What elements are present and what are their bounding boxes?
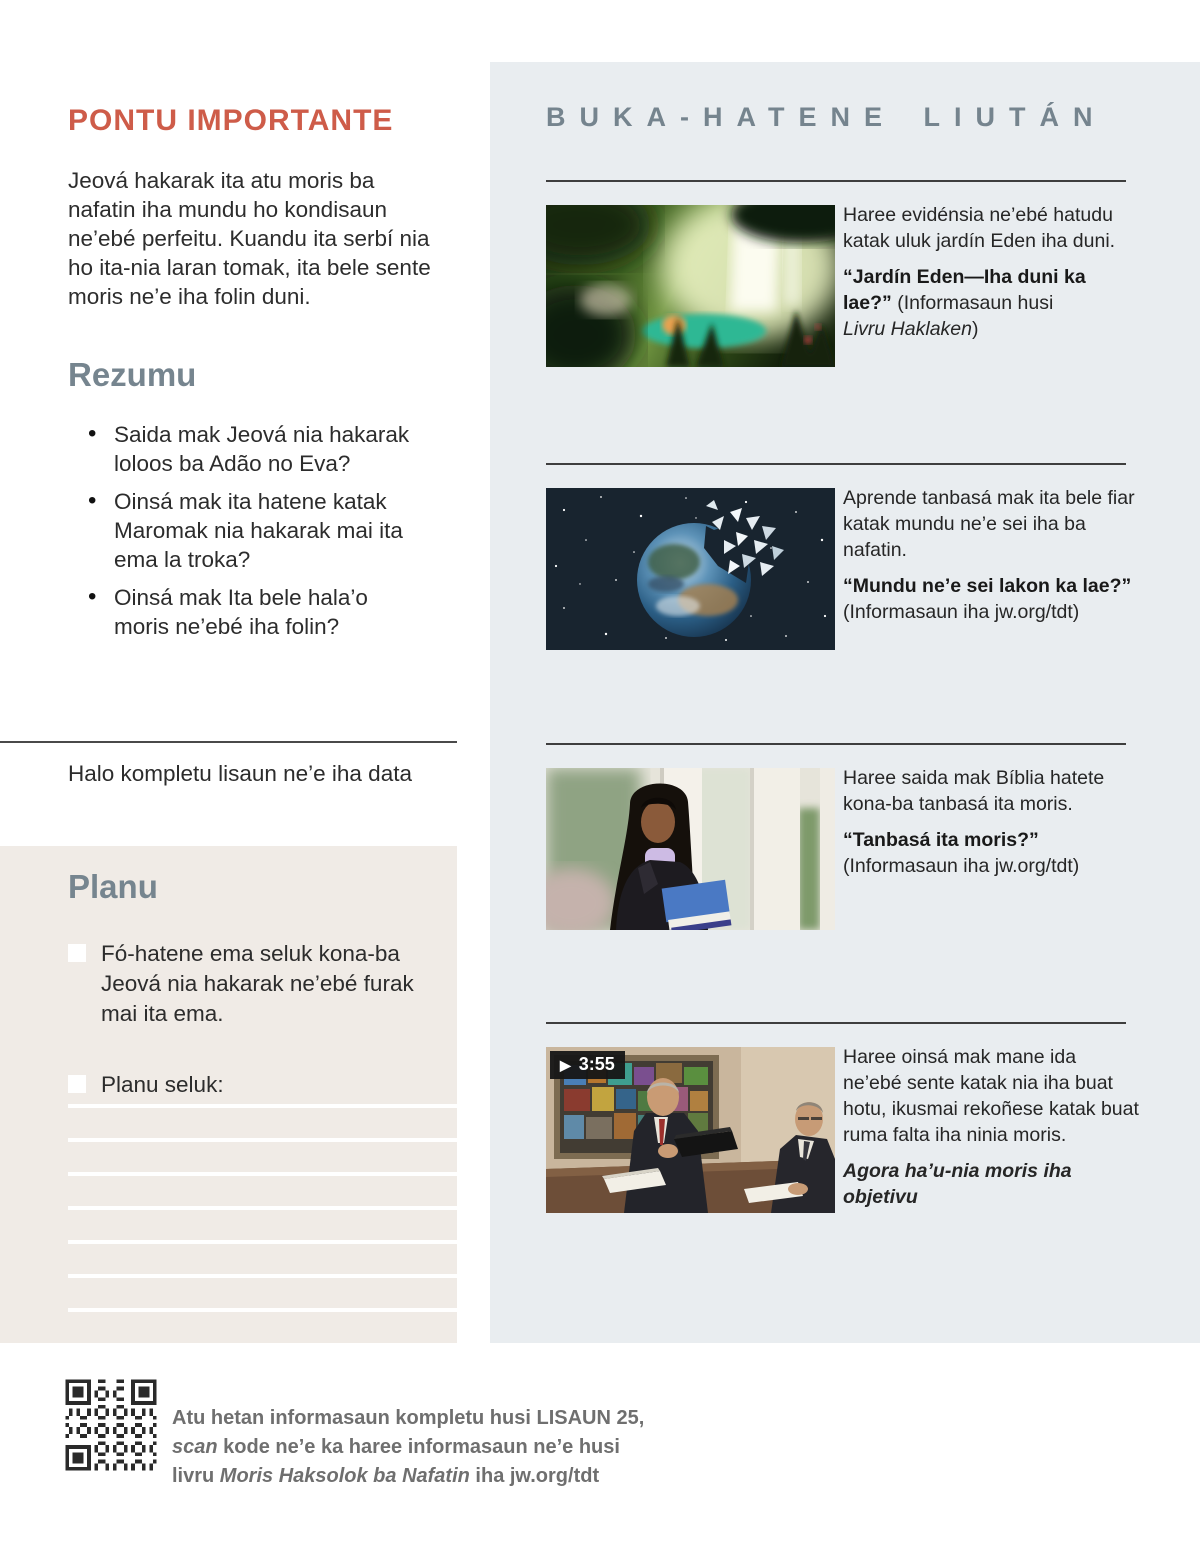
item-description: Aprende tanbasá mak ita bele fiar katak mundu ne’e sei iha ba nafatin. [843, 487, 1135, 561]
buka-hatene-panel [490, 62, 1200, 1343]
planu-task-label: Fó-hatene ema seluk kona-ba Jeová nia hakarak ne’ebé furak mai ita ema. [101, 941, 414, 1026]
intro-paragraph: Jeová hakarak ita atu moris ba nafatin iha mundu ho kondisaun ne’ebé perfeitu. Kuandu ita serbí nia ho ita-nia laran tomak, ita bele sente moris ne’e iha folin duni. [68, 168, 431, 309]
rezumu-bullet: • Oinsá mak Ita bele hala’o moris ne’ebé iha folin? [88, 583, 418, 641]
item-text [843, 1044, 1139, 1220]
checkbox[interactable] [68, 944, 86, 962]
item-text [843, 485, 1139, 635]
writing-line [68, 1138, 457, 1142]
rezumu-list [88, 420, 418, 650]
planu-task [68, 939, 428, 1029]
item-divider [546, 1022, 1126, 1024]
video-duration: 3:55 [578, 1054, 615, 1074]
qr-caption: Atu hetan informasaun kompletu husi LISAUN 25, scan kode ne’e ka haree informasaun ne’e husi livru Moris Haksolok ba Nafatin iha jw.org/tdt [172, 1407, 645, 1487]
photo-garden-of-eden [546, 205, 835, 367]
item-divider [546, 180, 1126, 182]
planu-heading: Planu [68, 868, 158, 905]
rezumu-heading: Rezumu [68, 356, 197, 393]
play-icon: ▶ [560, 1056, 571, 1073]
planu-task-label: Planu seluk: [101, 1072, 224, 1097]
writing-line [68, 1104, 457, 1108]
left-divider [0, 741, 457, 743]
item-reference: “Jardín Eden—Iha duni ka lae?” (Informasaun husi Livru Haklaken) [843, 266, 1086, 340]
video-duration-badge [550, 1051, 625, 1079]
page-title: PONTU IMPORTANTE [68, 104, 394, 137]
item-reference: “Mundu ne’e sei lakon ka lae?” (Informasaun iha jw.org/tdt) [843, 575, 1132, 623]
checkbox[interactable] [68, 1075, 86, 1093]
photo-young-woman [546, 768, 835, 930]
item-reference: “Tanbasá ita moris?” (Informasaun iha jw.org/tdt) [843, 829, 1080, 877]
item-divider [546, 743, 1126, 745]
item-divider [546, 463, 1126, 465]
item-quote: Agora ha’u-nia moris iha objetivu [843, 1160, 1072, 1208]
item-description: Haree saida mak Bíblia hatete kona-ba tanbasá ita moris. [843, 767, 1105, 815]
writing-line [68, 1240, 457, 1244]
panel-heading: BUKA-HATENE LIUTÁN [546, 102, 1107, 132]
item-text [843, 765, 1139, 889]
writing-line [68, 1172, 457, 1176]
writing-line [68, 1274, 457, 1278]
photo-shattered-earth [546, 488, 835, 650]
video-thumbnail[interactable] [546, 1047, 835, 1213]
item-description: Haree evidénsia ne’ebé hatudu katak uluk jardín Eden iha duni. [843, 204, 1116, 252]
planu-task [68, 1070, 428, 1100]
qr-code [58, 1372, 164, 1478]
item-description: Haree oinsá mak mane ida ne’ebé sente katak nia iha buat hotu, ikusmai rekoñese katak buat ruma falta iha ninia moris. [843, 1046, 1139, 1146]
writing-line [68, 1206, 457, 1210]
planu-section [0, 846, 457, 1343]
rezumu-bullet: • Oinsá mak ita hatene katak Maromak nia hakarak mai ita ema la troka? [88, 487, 418, 574]
date-line: Halo kompletu lisaun ne’e iha data [68, 761, 412, 786]
rezumu-bullet: • Saida mak Jeová nia hakarak loloos ba Adão no Eva? [88, 420, 418, 478]
item-text [843, 202, 1139, 352]
writing-line [68, 1308, 457, 1312]
